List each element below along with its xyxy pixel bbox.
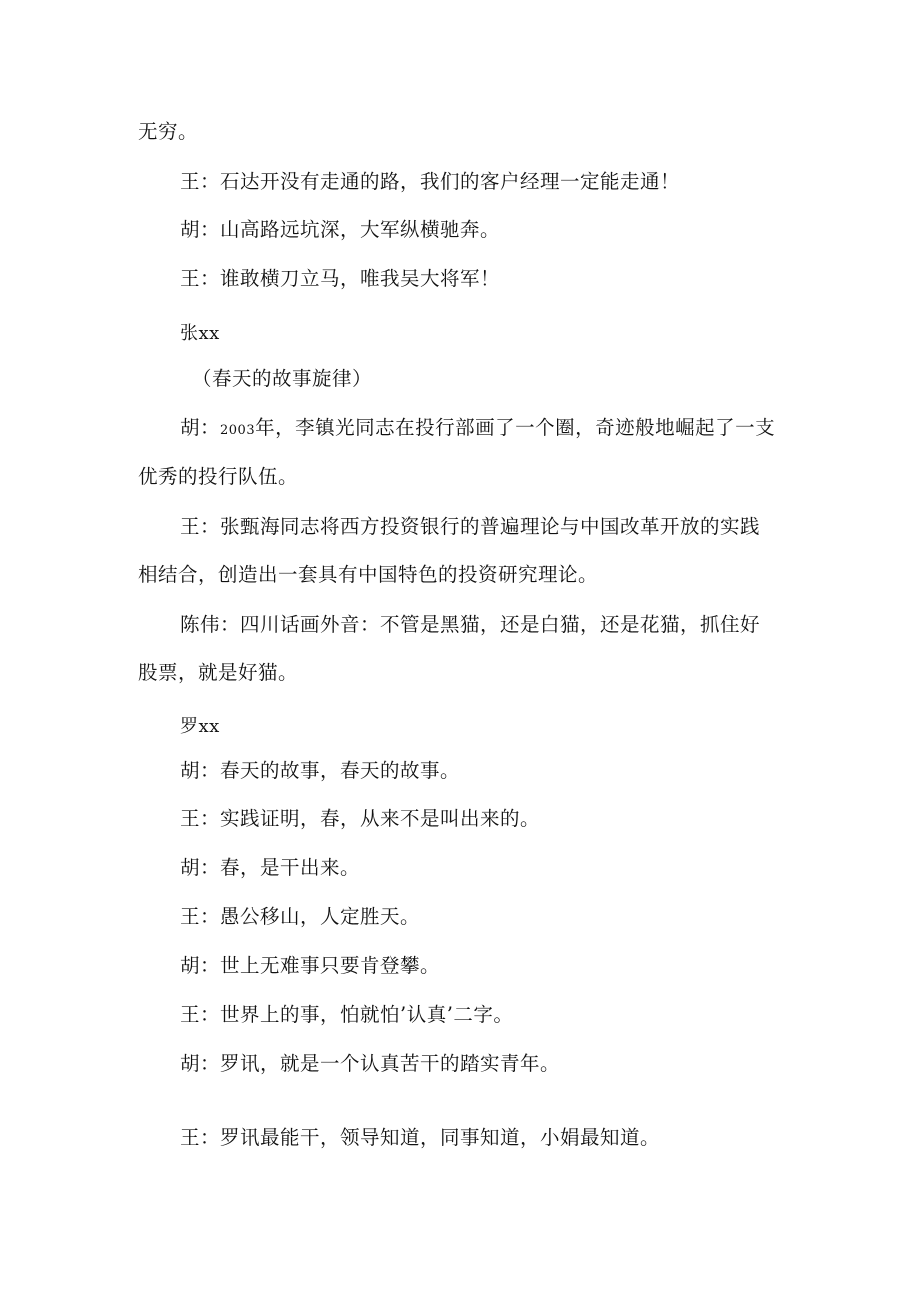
text-line: 王：罗讯最能干，领导知道，同事知道，小娟最知道。 <box>180 1126 661 1149</box>
text-line: 无穷。 <box>138 120 199 143</box>
text-line: 胡：罗讯，就是一个认真苦干的踏实青年。 <box>180 1052 561 1075</box>
text-line: 陈伟：四川话画外音：不管是黑猫，还是白猫，还是花猫，抓住好 <box>180 613 761 636</box>
text-line: 王：世界上的事，怕就怕’认真’二字。 <box>180 1003 514 1026</box>
text-line: 胡：春天的故事，春天的故事。 <box>180 759 461 782</box>
speaker-prefix: 胡： <box>180 416 221 439</box>
text-line: 股票，就是好猫。 <box>138 661 299 684</box>
year-number: 2003 <box>220 423 256 438</box>
text-line: 胡：春，是干出来。 <box>180 856 361 879</box>
text-line: 胡：世上无难事只要肯登攀。 <box>180 954 441 977</box>
text-line: 王：石达开没有走通的路，我们的客户经理一定能走通！ <box>180 170 681 193</box>
speaker-name: 罗xx <box>180 716 220 737</box>
text-line <box>180 416 775 443</box>
text-line: 王：谁敢横刀立马，唯我吴大将军！ <box>180 267 501 290</box>
text-line: 优秀的投行队伍。 <box>138 465 299 488</box>
speaker-name: 张xx <box>180 323 220 344</box>
text-line: 王：张甄海同志将西方投资银行的普遍理论与中国改革开放的实践 <box>180 515 761 538</box>
text-line: 王：实践证明，春，从来不是叫出来的。 <box>180 807 541 830</box>
text-line: 相结合，创造出一套具有中国特色的投资研究理论。 <box>138 563 599 586</box>
text-line-rest: 年，李镇光同志在投行部画了一个圈，奇迹般地崛起了一支 <box>255 416 776 439</box>
music-cue: （春天的故事旋律） <box>192 367 373 390</box>
text-line: 王：愚公移山，人定胜天。 <box>180 905 421 928</box>
text-line: 胡：山高路远坑深，大军纵横驰奔。 <box>180 218 501 241</box>
